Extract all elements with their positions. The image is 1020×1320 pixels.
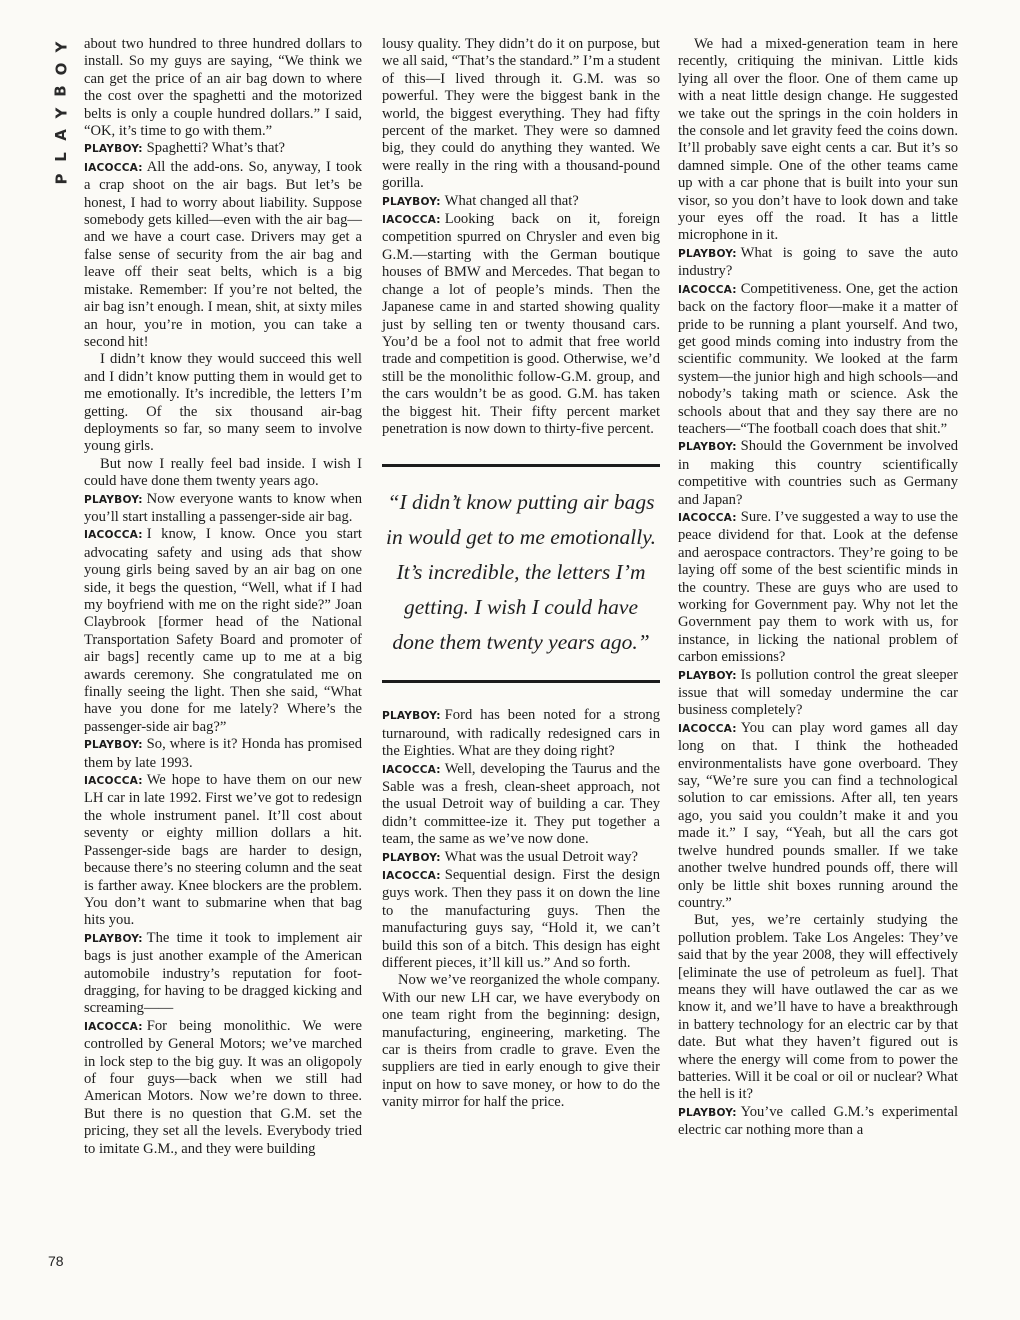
dialogue-paragraph <box>84 526 362 736</box>
speaker-label: IACOCCA: <box>382 214 441 227</box>
dialogue-paragraph <box>84 736 362 772</box>
paragraph-text: lousy quality. They didn’t do it on purpose, but we all said, “That’s the standard.” I’m a student of this—I lived through it. G.M. was so powerful. They were the biggest bank in the world, the biggest everything. They had fifty percent of the market. They were so damned big, they could do anything they wanted. We were really in the ring with a thousand-pound gorilla. <box>382 36 661 192</box>
paragraph-text: But, yes, we’re certainly studying the pollution problem. Take Los Angeles: They’ve said that by the year 2008, they will effectively [eliminate the use of petroleum as fuel]. That means they will have outlawed the car as we know it, and we’ll have to have a breakthrough in battery technology for an electric car by that date. But what they haven’t figured out is where the energy will come from to power the batteries. Will it be coal or oil or nuclear? What the hell is it? <box>678 912 958 1103</box>
magazine-letter: P <box>52 173 70 185</box>
speaker-label: IACOCCA: <box>382 763 441 776</box>
speaker-label: IACOCCA: <box>382 870 441 882</box>
dialogue-paragraph <box>382 193 660 211</box>
speaker-label: IACOCCA: <box>678 511 737 524</box>
page-number: 78 <box>48 1253 64 1269</box>
speaker-label: PLAYBOY: <box>84 739 143 752</box>
body-paragraph <box>678 36 958 245</box>
paragraph-text: We hope to have them on our new LH car in late 1992. First we’ve got to redesign the whole instrument panel. It’ll cost about seventy or eighty million dollars a hit. Passenger-side bags are harder to design, because there’s no steering column and the seat is farther away. Knee blockers are the problem. You don’t want to submarine when that bag hits you. <box>84 772 362 929</box>
paragraph-text: What changed all that? <box>444 192 579 209</box>
speaker-label: IACOCCA: <box>84 529 143 542</box>
paragraph-text: What was the usual Detroit way? <box>444 848 638 865</box>
dialogue-paragraph <box>84 772 362 930</box>
body-paragraph <box>382 36 660 193</box>
magazine-letter: A <box>51 129 70 141</box>
dialogue-paragraph <box>84 1018 362 1158</box>
speaker-label: PLAYBOY: <box>84 493 143 506</box>
paragraph-text: You can play word games all day long on that. I think the hotheaded environmentalists have gone overboard. They say, “We’re sure you can find a technological solution to car emissions. After all, ten years ago, you said you couldn’t make it and you made it.” I say, “Yeah, but all the cars got twelve hundred pounds smaller. If we take another twelve hundred pounds off, there will only be little shit boxes running around the country.” <box>678 719 958 911</box>
paragraph-text: Ford has been noted for a strong turnaround, with radically redesigned cars in the Eighties. What are they doing right? <box>382 707 660 760</box>
speaker-label: IACOCCA: <box>678 722 737 735</box>
paragraph-text: Competitiveness. One, get the action back on the factory floor—make it a matter of pride to be running a plant yourself. And two, get good minds coming into industry from the scientific community. We looked at the farm system—the junior high and high schools—and nobody’s taking math or science. Ask the schools about that and they say there are no teachers—“The football coach does that shit.” <box>678 280 958 437</box>
dialogue-paragraph <box>678 667 958 720</box>
column-2-text-bottom <box>382 707 660 1111</box>
paragraph-text: Spaghetti? What’s that? <box>146 140 286 157</box>
speaker-label: PLAYBOY: <box>678 1106 737 1119</box>
dialogue-paragraph <box>84 140 362 158</box>
dialogue-paragraph <box>678 245 958 281</box>
speaker-label: IACOCCA: <box>678 283 737 296</box>
dialogue-paragraph <box>84 491 362 527</box>
dialogue-paragraph <box>382 867 660 972</box>
speaker-label: PLAYBOY: <box>678 669 737 682</box>
speaker-label: PLAYBOY: <box>382 851 441 864</box>
speaker-label: PLAYBOY: <box>678 441 737 454</box>
paragraph-text: I know, I know. Once you start advocating safety and using ads that show young girls being saved by an air bag on one side, it begs the question, “Well, what if I had my boyfriend with me on the right side?” Joan Claybrook [former head of the National Transportation Safety Board and promoter of air bags] recently came up to me at a big awards ceremony. She congratulated me on finally seeing the light. Then she said, “What have you done for me lately? Where’s the passenger-side air bag?” <box>84 526 362 735</box>
dialogue-paragraph <box>382 761 660 849</box>
paragraph-text: What is going to save the auto industry? <box>678 244 958 280</box>
dialogue-paragraph <box>382 849 660 867</box>
speaker-label: IACOCCA: <box>84 1020 143 1033</box>
article-column-1 <box>84 36 362 1158</box>
paragraph-text: But now I really feel bad inside. I wish I could have done them twenty years ago. <box>84 455 362 490</box>
body-paragraph <box>382 972 660 1111</box>
dialogue-paragraph <box>678 438 958 509</box>
paragraph-text: Well, developing the Taurus and the Sable was a fresh, clean-sheet approach, not the usual Detroit way of building a car. They didn’t committee-ize it. They put together a team, the same as we’ve now done. <box>382 760 660 848</box>
article-column-3 <box>678 36 958 1140</box>
speaker-label: PLAYBOY: <box>382 195 441 208</box>
paragraph-text: Now everyone wants to know when you’ll start installing a passenger-side air bag. <box>84 490 362 525</box>
body-paragraph <box>84 36 362 140</box>
dialogue-paragraph <box>382 707 660 760</box>
dialogue-paragraph <box>678 720 958 912</box>
dialogue-paragraph <box>678 509 958 667</box>
dialogue-paragraph <box>678 281 958 439</box>
speaker-label: PLAYBOY: <box>382 710 441 723</box>
paragraph-text: about two hundred to three hundred dollars to install. So my guys are saying, “We think we can get the price of an air bag down to where the cost over the spaghetti and the motorized belts is only a couple hundred dollars.” I said, “OK, it’s time to go with them.” <box>84 36 362 140</box>
paragraph-text: I didn’t know they would succeed this well and I didn’t know putting them in would get to me emotionally. It’s incredible, the letters I’m getting. Of the six thousand air-bag deployments so far, so many seem to involve young girls. <box>84 351 362 455</box>
dialogue-paragraph <box>382 211 660 438</box>
body-paragraph <box>678 912 958 1103</box>
pull-quote: “I didn’t know putting air bags in would get to me emotionally. It’s incredible, the letters I’m getting. I wish I could have done them twenty years ago.” <box>382 464 660 683</box>
paragraph-text: Now we’ve reorganized the whole company. With our new LH car, we have everybody on one team right from the beginning: design, manufacturing, engineering, marketing. The car is theirs from cradle to grave. Even the suppliers are tied in early enough to give their input on how to save money, or how to do the vanity mirror for half the price. <box>382 972 660 1111</box>
dialogue-paragraph <box>678 1104 958 1140</box>
paragraph-text: Should the Government be involved in making this country scientifically competitive with countries such as Germany and Japan? <box>678 438 958 508</box>
paragraph-text: Looking back on it, foreign competition spurred on Chrysler and even big G.M.—starting with the German boutique houses of BMW and Mercedes. That began to change a lot of people’s minds. Then the Japanese came in and started showing quality just by selling ten or twenty thousand cars. You’d be a fool not to admit that free world trade and competition is good. Otherwise, we’d still be the monolithic follow-G.M. group, and the cars wouldn’t be as good. G.M. has taken the biggest hit. Their fifty percent market penetration is now down to thirty-five percent. <box>382 211 660 437</box>
paragraph-text: For being monolithic. We were controlled by General Motors; we’ve marched in lock step to the big guy. It was an oligopoly of four guys—back when we still had American Motors. Now we’re down to three. But there is no question that G.M. set the pricing, they set all the levels. Everybody tried to imitate G.M., and they were building <box>84 1017 362 1157</box>
speaker-label: PLAYBOY: <box>84 932 143 945</box>
paragraph-text: Is pollution control the great sleeper issue that will someday undermine the car business completely? <box>678 666 958 719</box>
dialogue-paragraph <box>84 930 362 1018</box>
paragraph-text: The time it took to implement air bags is just another example of the American automobile industry’s reputation for foot-dragging, for having to be dragged kicking and screaming—— <box>84 929 362 1017</box>
paragraph-text: All the add-ons. So, anyway, I took a crap shoot on the air bags. But let’s be honest, I had to worry about liability. Suppose somebody gets killed—even with the air bag—and we have a court case. Drivers may get a false sense of security from the air bag and leave off their seat belts, which is a big mistake. Remember: If you’re not belted, the air bag isn’t enough. I mean, shit, at sixty miles an hour, you’re in motion, you can take a second hit! <box>84 158 362 350</box>
speaker-label: IACOCCA: <box>84 161 143 174</box>
speaker-label: PLAYBOY: <box>84 143 143 156</box>
magazine-letter: Y <box>52 107 70 119</box>
dialogue-paragraph <box>84 159 362 351</box>
paragraph-text: You’ve called G.M.’s experimental electric car nothing more than a <box>678 1103 958 1139</box>
column-2-text-top <box>382 36 660 438</box>
paragraph-text: Sure. I’ve suggested a way to use the peace dividend for that. Look at the defense and aerospace contractors. They’re going to be laying off some of the best scientific minds in the country. These are guys who are used to working for Government pay. Why not let the Government pay them to work with us, for instance, in licking the national problem of carbon emissions? <box>678 508 958 666</box>
magazine-name-vertical <box>50 36 72 190</box>
body-paragraph <box>84 456 362 491</box>
body-paragraph <box>84 351 362 455</box>
magazine-letter: Y <box>52 41 70 53</box>
magazine-letter: L <box>52 152 70 162</box>
magazine-letter: O <box>51 62 70 76</box>
paragraph-text: We had a mixed-generation team in here recently, critiquing the minivan. Little kids lying all over the floor. One of them came up with a neat little design change. He suggested we take out the springs in the coin holders in the console and let gravity feed the coins down. It’ll probably save eight cents a car. But it’s so damned simple. One of the other teams came up with a car phone that is built into your sun visor, so you don’t have to look down and take your eyes off the road. It has a little microphone in it. <box>678 36 958 244</box>
paragraph-text: So, where is it? Honda has promised them by late 1993. <box>84 736 362 771</box>
speaker-label: PLAYBOY: <box>678 247 737 260</box>
article-column-2 <box>382 36 660 1112</box>
paragraph-text: Sequential design. First the design guys work. Then they pass it on down the line to the manufacturing guys. Then the manufacturing guys say, “Hold it, we can’t build this son of a bitch. This design has eight different pieces, it’ll kill us.” And so forth. <box>382 867 660 972</box>
magazine-letter: B <box>52 85 70 97</box>
speaker-label: IACOCCA: <box>84 775 143 788</box>
